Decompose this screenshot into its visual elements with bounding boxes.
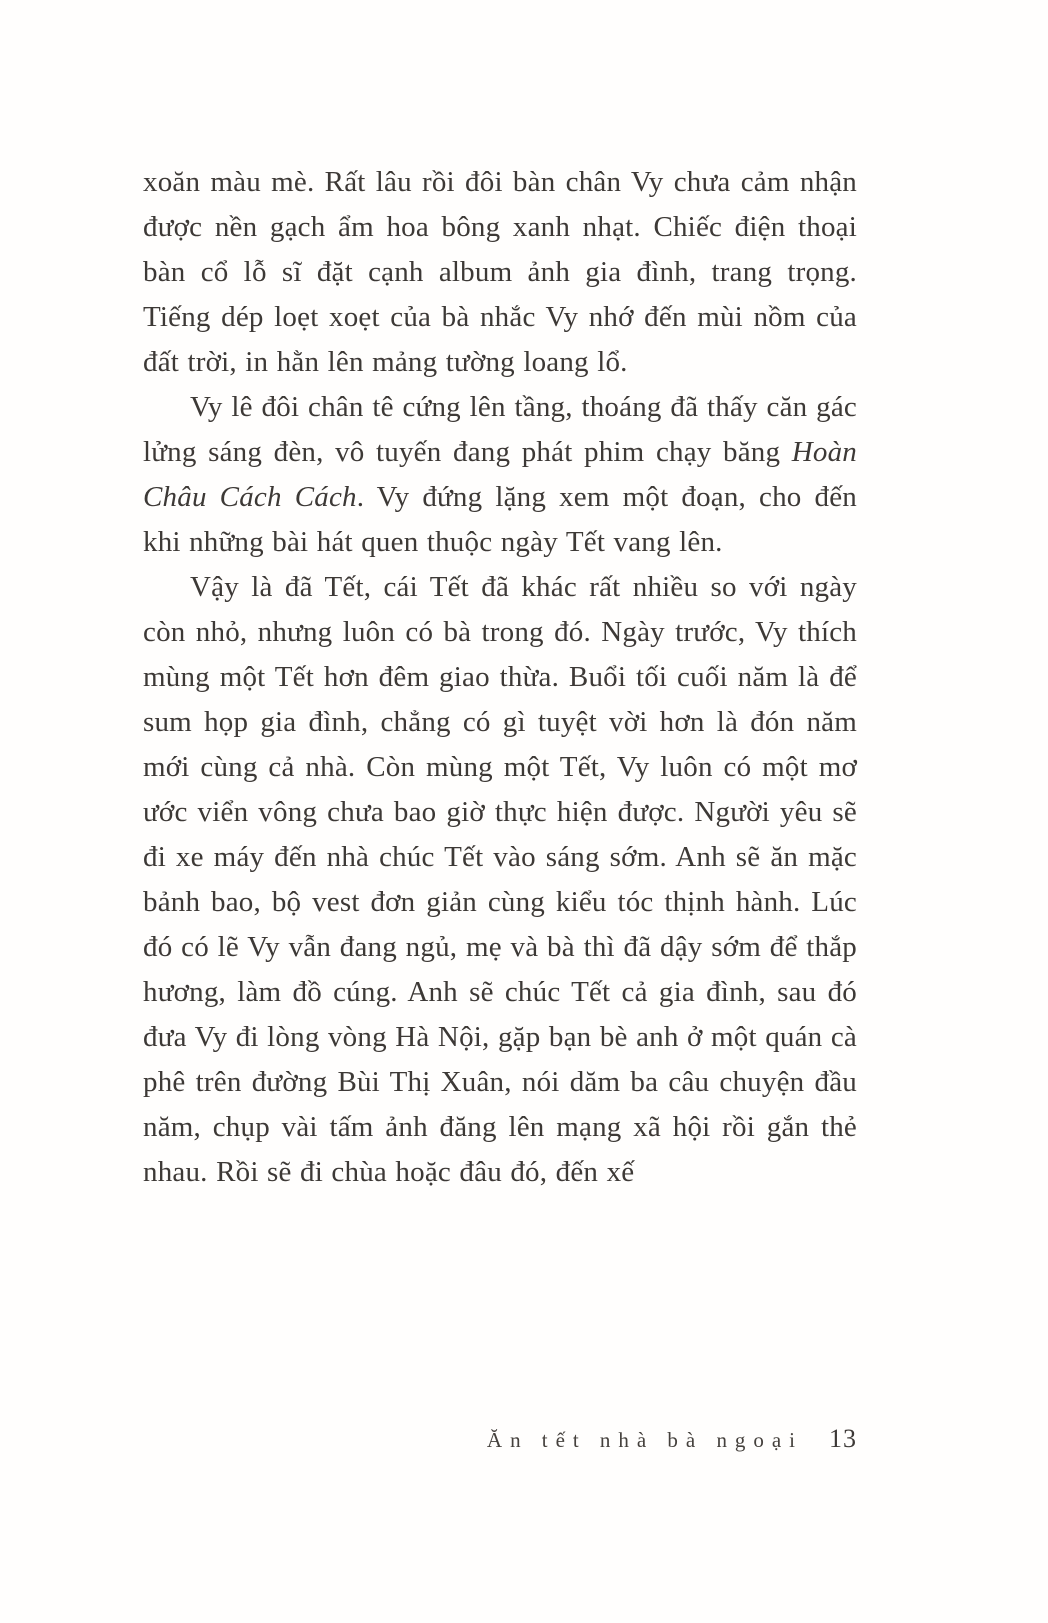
film-title-italic: Hoàn Châu Cách Cách [143, 436, 857, 513]
paragraph [143, 385, 857, 565]
text-block [143, 160, 857, 1195]
paragraph [143, 565, 857, 1195]
paragraph-text: xoăn màu mè. Rất lâu rồi đôi bàn chân Vy chưa cảm nhận được nền gạch ẩm hoa bông xanh nhạt. Chiếc điện thoại bàn cổ lỗ sĩ đặt cạnh album ảnh gia đình, trang trọng. Tiếng dép loẹt xoẹt của bà nhắc Vy nhớ đến mùi nồm của đất trời, in hằn lên mảng tường loang lổ. [143, 166, 857, 378]
page-number: 13 [829, 1424, 857, 1453]
paragraph [143, 160, 857, 385]
paragraph-text: Vy lê đôi chân tê cứng lên tầng, thoáng đã thấy căn gác lửng sáng đèn, vô tuyến đang phát phim chạy băng [143, 391, 857, 468]
paragraph-text: . Vy đứng lặng xem một đoạn, cho đến khi những bài hát quen thuộc ngày Tết vang lên. [143, 481, 857, 558]
page-footer [143, 1424, 857, 1454]
running-title: Ăn tết nhà bà ngoại [486, 1428, 803, 1452]
paragraph-text: Vậy là đã Tết, cái Tết đã khác rất nhiều so với ngày còn nhỏ, nhưng luôn có bà trong đó. Ngày trước, Vy thích mùng một Tết hơn đêm giao thừa. Buổi tối cuối năm là để sum họp gia đình, chẳng có gì tuyệt vời hơn là đón năm mới cùng cả nhà. Còn mùng một Tết, Vy luôn có một mơ ước viển vông chưa bao giờ thực hiện được. Người yêu sẽ đi xe máy đến nhà chúc Tết vào sáng sớm. Anh sẽ ăn mặc bảnh bao, bộ vest đơn giản cùng kiểu tóc thịnh hành. Lúc đó có lẽ Vy vẫn đang ngủ, mẹ và bà thì đã dậy sớm để thắp hương, làm đồ cúng. Anh sẽ chúc Tết cả gia đình, sau đó đưa Vy đi lòng vòng Hà Nội, gặp bạn bè anh ở một quán cà phê trên đường Bùi Thị Xuân, nói dăm ba câu chuyện đầu năm, chụp vài tấm ảnh đăng lên mạng xã hội rồi gắn thẻ nhau. Rồi sẽ đi chùa hoặc đâu đó, đến xế [143, 571, 857, 1188]
